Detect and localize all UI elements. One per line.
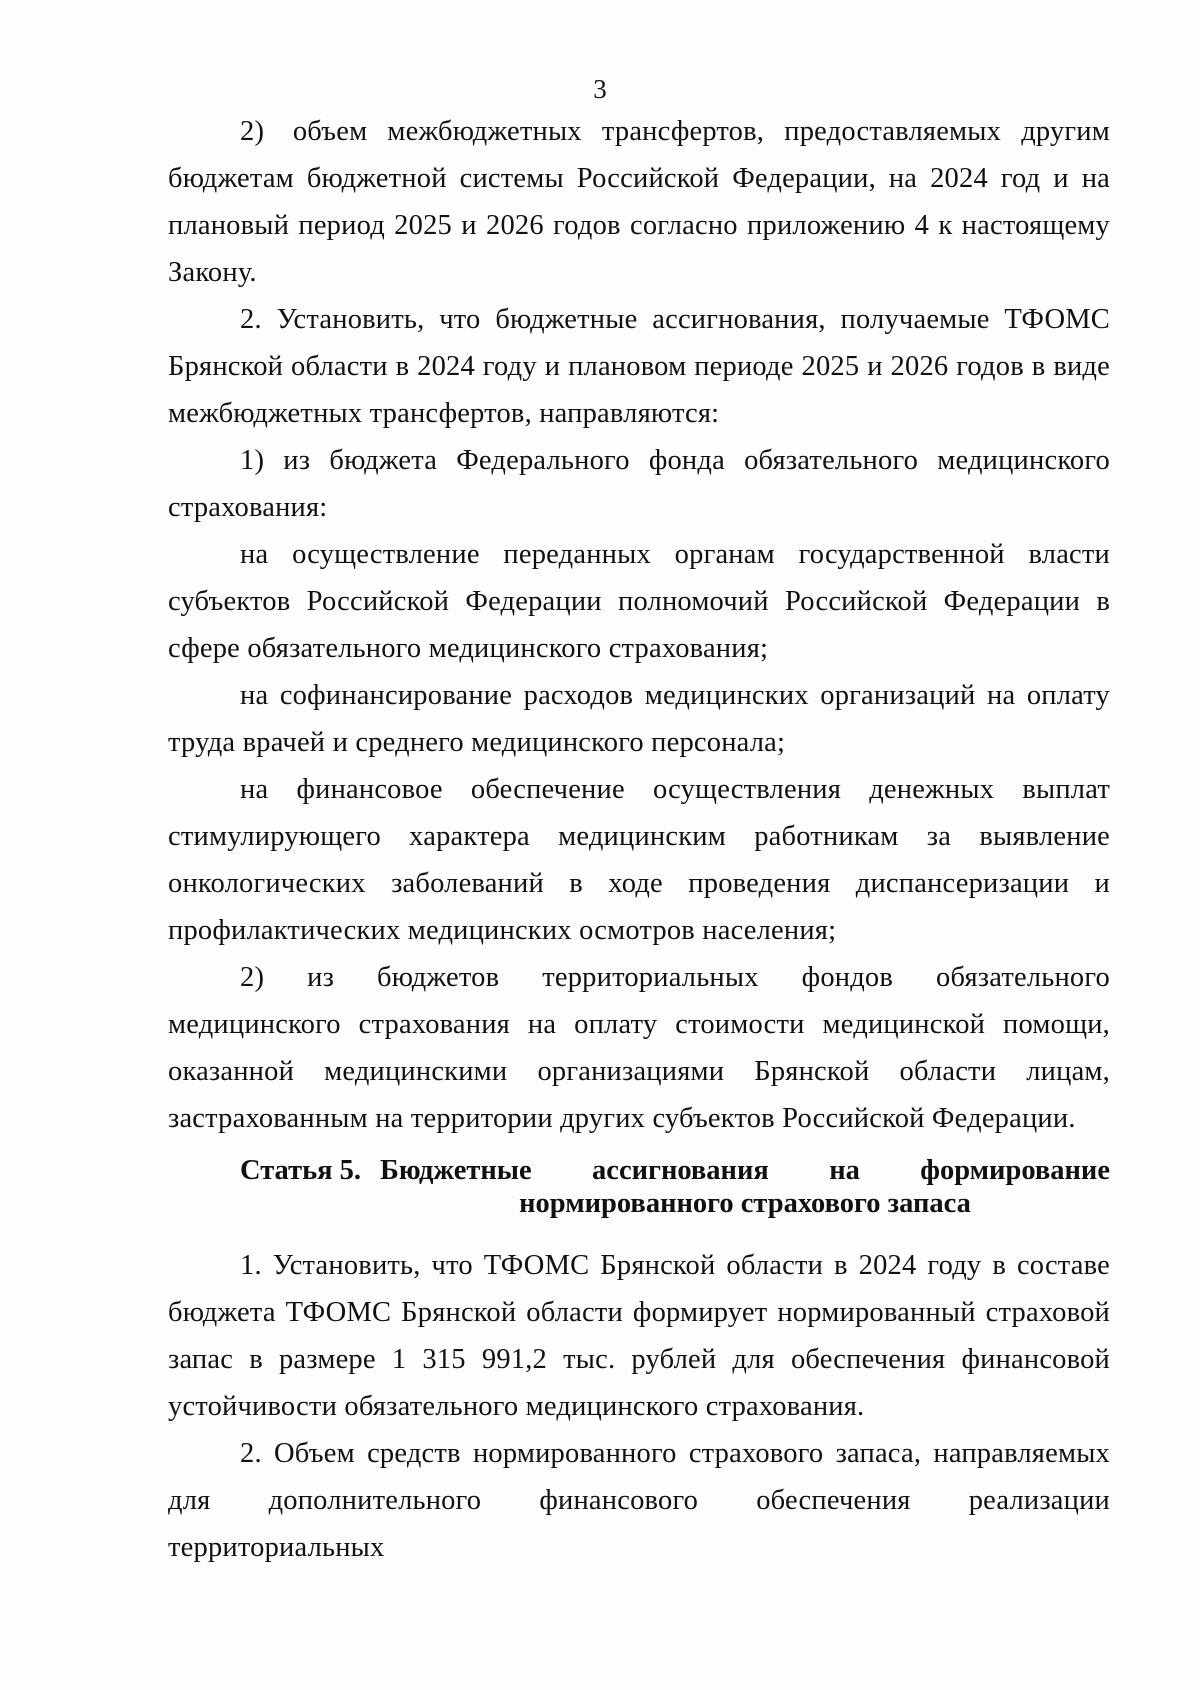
paragraph: 2. Объем средств нормированного страхового запаса, направляемых для дополнительного финансового обеспечения реализации территориальных bbox=[168, 1438, 1110, 1563]
article-title bbox=[380, 1154, 1110, 1220]
paragraph: на осуществление переданных органам государственной власти субъектов Российской Федерации полномочий Российской Федерации в сфере обязательного медицинского страхования; bbox=[168, 539, 1110, 664]
article-heading bbox=[168, 1154, 1110, 1220]
page-number: 3 bbox=[593, 74, 607, 104]
paragraph: 1) из бюджета Федерального фонда обязательного медицинского страхования: bbox=[168, 445, 1110, 523]
paragraph: на софинансирование расходов медицинских организаций на оплату труда врачей и среднего медицинского персонала; bbox=[168, 680, 1110, 758]
paragraph: 1. Установить, что ТФОМС Брянской области в 2024 году в составе бюджета ТФОМС Брянской области формирует нормированный страховой запас в размере 1 315 991,2 тыс. рублей для обеспечения финансовой устойчивости обязательного медицинского страхования. bbox=[168, 1250, 1110, 1422]
paragraph: 2. Установить, что бюджетные ассигнования, получаемые ТФОМС Брянской области в 2024 году и плановом периоде 2025 и 2026 годов в виде межбюджетных трансфертов, направляются: bbox=[168, 304, 1110, 429]
article-title-line: Бюджетные ассигнования на формирование bbox=[380, 1155, 1110, 1186]
article-label: Статья 5. bbox=[240, 1155, 362, 1186]
document-body bbox=[168, 108, 1110, 1571]
article-title-line: нормированного страхового запаса bbox=[519, 1188, 971, 1219]
paragraph: 2) объем межбюджетных трансфертов, предоставляемых другим бюджетам бюджетной системы Российской Федерации, на 2024 год и на плановый период 2025 и 2026 годов согласно приложению 4 к настоящему Закону. bbox=[168, 116, 1110, 288]
paragraph: 2) из бюджетов территориальных фондов обязательного медицинского страхования на оплату стоимости медицинской помощи, оказанной медицинскими организациями Брянской области лицам, застрахованным на территории других субъектов Российской Федерации. bbox=[168, 962, 1110, 1134]
paragraph: на финансовое обеспечение осуществления денежных выплат стимулирующего характера медицинским работникам за выявление онкологических заболеваний в ходе проведения диспансеризации и профилактических медицинских осмотров населения; bbox=[168, 774, 1110, 946]
